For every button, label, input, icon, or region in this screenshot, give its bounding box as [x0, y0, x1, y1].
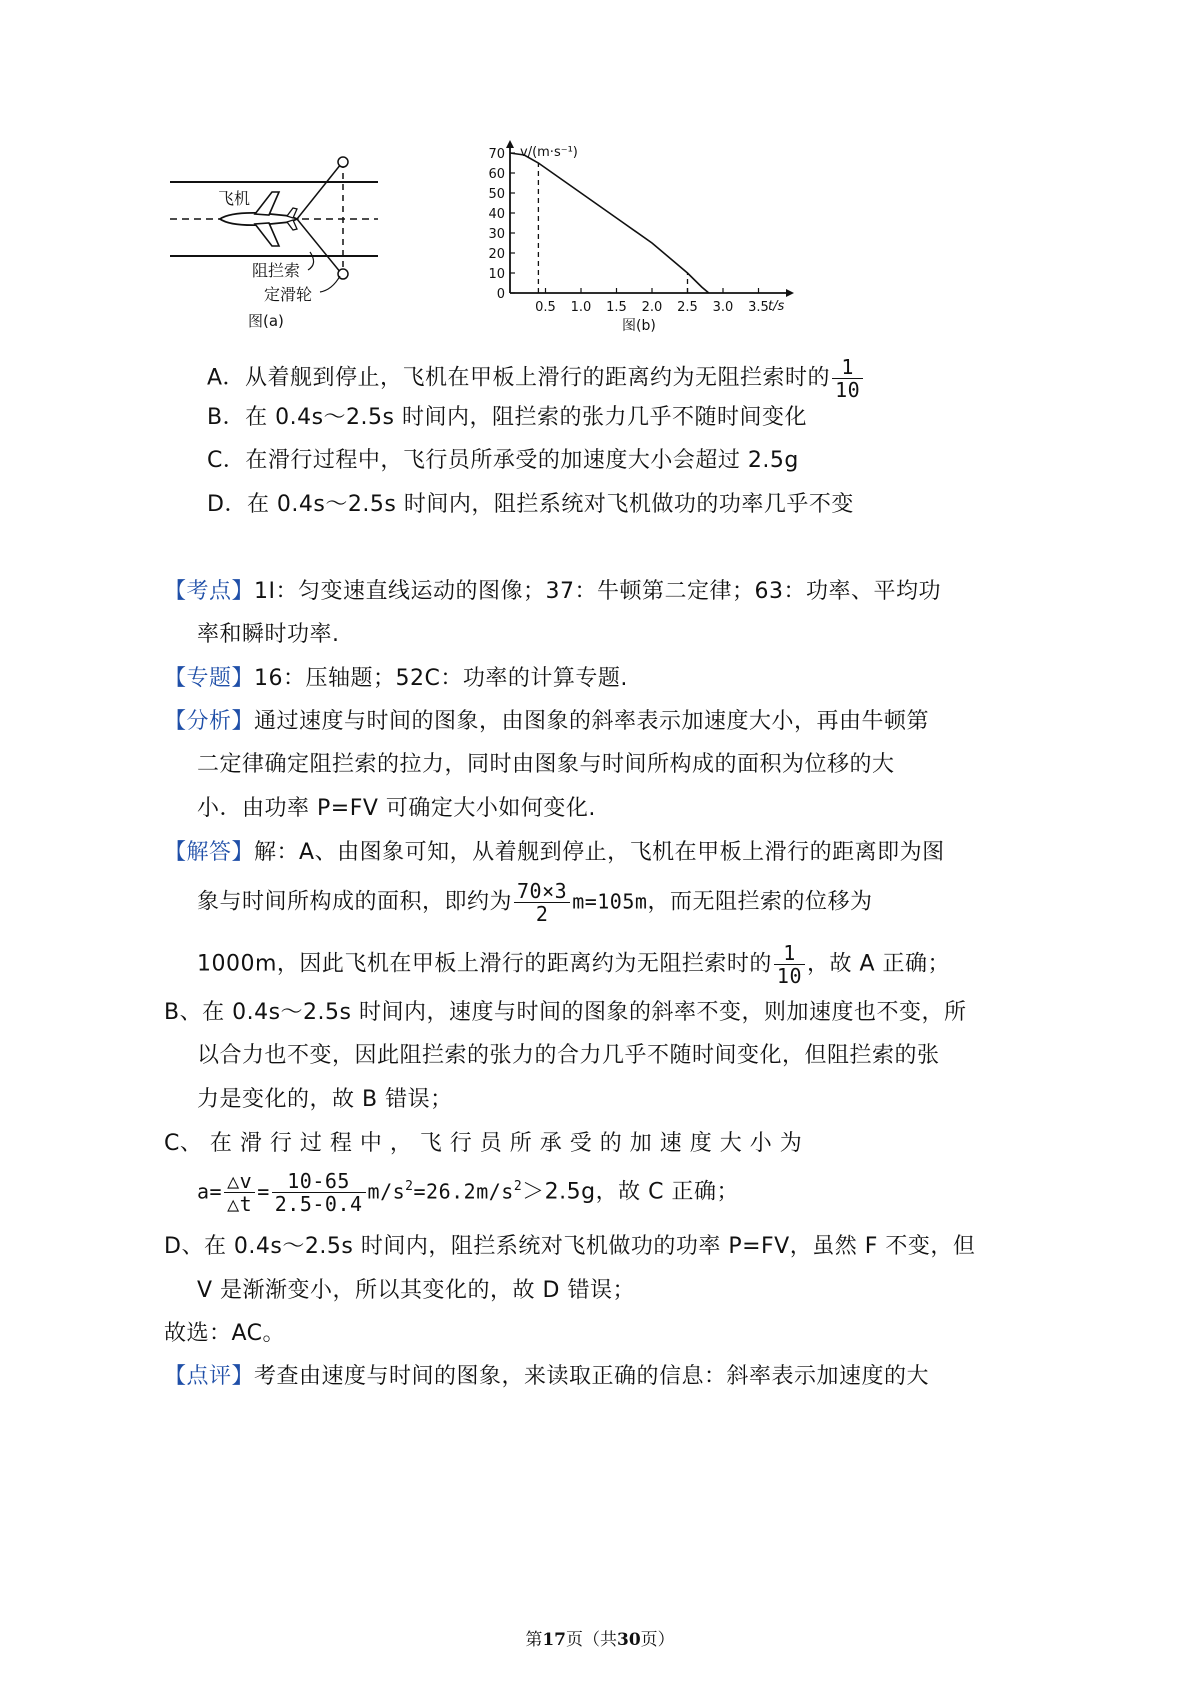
- caption-a: 图(a): [248, 312, 284, 330]
- delta-t: △t: [227, 1192, 253, 1216]
- option-c: C．在滑行过程中，飞行员所承受的加速度大小会超过 2.5g: [207, 448, 799, 473]
- zhuanti-line: [164, 664, 628, 694]
- x-tick-label: 3.0: [712, 300, 734, 315]
- delta-fraction: [224, 1170, 255, 1215]
- dianping-tag: 【点评】: [164, 1364, 255, 1389]
- accel-symbol: a=: [197, 1179, 223, 1204]
- figure-b: [468, 138, 808, 343]
- accel-fraction: [272, 1170, 366, 1215]
- arresting-cable-diagram: [160, 140, 390, 340]
- x-tick-label: 3.5: [748, 300, 769, 315]
- velocity-time-chart: [468, 138, 808, 343]
- option-a: [207, 356, 865, 401]
- y-tick-label: 10: [488, 267, 505, 282]
- footer-total-pages: 30: [617, 1630, 641, 1650]
- ratio-fraction: [774, 942, 805, 987]
- fenxi-tag: 【分析】: [164, 709, 255, 734]
- fraction-numerator: 1: [832, 356, 863, 379]
- accel-fraction-num: 10-65: [272, 1170, 366, 1193]
- x-tick-label: 1.0: [570, 300, 592, 315]
- fenxi-line1: [164, 707, 929, 737]
- jieda-line2-mid: m=105m: [572, 889, 648, 914]
- fenxi-line2: 二定律确定阻拦索的拉力，同时由图象与时间所构成的面积为位移的大: [197, 752, 895, 777]
- jieda-line3-pre: 1000m，因此飞机在甲板上滑行的距离约为无阻拦索时的: [197, 951, 772, 977]
- page-footer: [0, 1625, 1200, 1650]
- accel-fraction-den: 2.5-0.4: [274, 1192, 363, 1216]
- area-fraction-den: 2: [535, 902, 549, 926]
- jieda-line1: [164, 838, 945, 868]
- jieda-b-line3: 力是变化的，故 B 错误；: [197, 1087, 453, 1112]
- jieda-answer: 故选：AC。: [164, 1321, 286, 1346]
- y-tick-label: 60: [488, 167, 505, 182]
- jieda-line3-post: ，故 A 正确；: [807, 951, 951, 977]
- area-fraction: [514, 880, 570, 925]
- label-cable: 阻拦索: [252, 261, 301, 280]
- cable-lower: [297, 219, 341, 273]
- footer-page-number: 17: [542, 1630, 566, 1650]
- kaodian-tag: 【考点】: [164, 579, 255, 604]
- velocity-curve: [510, 153, 709, 293]
- x-tick-label: 2.0: [641, 300, 663, 315]
- y-axis-arrow: [506, 140, 514, 148]
- leader-pulley: [320, 276, 340, 292]
- leader-cable: [308, 252, 314, 270]
- delta-v: △v: [224, 1170, 255, 1193]
- y-tick-label: 30: [488, 227, 505, 242]
- y-tick-label: 0: [496, 287, 505, 302]
- jieda-text-1: 解：A、由图象可知，从着舰到停止，飞机在甲板上滑行的距离即为图: [254, 840, 945, 865]
- x-tick-label: 0.5: [535, 300, 556, 315]
- pulley-upper: [338, 157, 348, 167]
- jieda-line2: [197, 880, 872, 925]
- label-pulley: 定滑轮: [264, 285, 313, 304]
- option-b: B．在 0.4s～2.5s 时间内，阻拦索的张力几乎不随时间变化: [207, 405, 807, 430]
- figure-a: [160, 140, 390, 340]
- jieda-line2-post: ，而无阻拦索的位移为: [647, 889, 873, 915]
- accel-unit-sq: 2: [405, 1179, 414, 1195]
- jieda-d-line1: D、在 0.4s～2.5s 时间内，阻拦系统对飞机做功的功率 P=FV，虽然 F 不变，但: [164, 1234, 976, 1259]
- ratio-fraction-den: 10: [776, 964, 803, 988]
- fenxi-text-1: 通过速度与时间的图象，由图象的斜率表示加速度大小，再由牛顿第: [254, 709, 930, 734]
- cable-upper: [297, 164, 341, 219]
- fraction-one-tenth: [832, 356, 863, 401]
- fraction-denominator: 10: [835, 378, 861, 402]
- dianping-text: 考查由速度与时间的图象，来读取正确的信息：斜率表示加速度的大: [254, 1364, 930, 1389]
- fenxi-line3: 小．由功率 P=FV 可确定大小如何变化.: [197, 796, 596, 821]
- jieda-b-line1: B、在 0.4s～2.5s 时间内，速度与时间的图象的斜率不变，则加速度也不变，所: [164, 1000, 967, 1025]
- option-a-text: A．从着舰到停止，飞机在甲板上滑行的距离约为无阻拦索时的: [207, 365, 831, 391]
- kaodian-line1: [164, 577, 941, 607]
- y-tick-label: 20: [488, 247, 505, 262]
- jieda-c-line1: C、 在 滑 行 过 程 中 ， 飞 行 员 所 承 受 的 加 速 度 大 小 为: [164, 1131, 803, 1156]
- footer-mid: 页（共: [566, 1630, 617, 1650]
- equals-sign: =: [257, 1179, 270, 1204]
- x-axis-arrow: [786, 289, 794, 297]
- accel-value-sq: 2: [513, 1179, 523, 1195]
- footer-post: 页）: [640, 1630, 675, 1650]
- kaodian-line2: 率和瞬时功率.: [197, 622, 340, 647]
- dianping-line: [164, 1362, 929, 1392]
- zhuanti-text: 16：压轴题；52C：功率的计算专题.: [254, 666, 628, 691]
- ratio-fraction-num: 1: [774, 942, 805, 965]
- label-plane: 飞机: [218, 189, 251, 208]
- y-tick-label: 50: [488, 187, 505, 202]
- jieda-tag: 【解答】: [164, 840, 255, 865]
- jieda-c-line2-post: ＞2.5g，故 C 正确；: [522, 1179, 739, 1205]
- jieda-c-line2: [197, 1170, 739, 1215]
- y-tick-label: 70: [488, 147, 505, 162]
- area-fraction-num: 70×3: [514, 880, 570, 903]
- x-axis-label: t/s: [768, 299, 785, 314]
- y-tick-label: 40: [488, 207, 505, 222]
- caption-b: 图(b): [622, 318, 656, 334]
- jieda-line2-pre: 象与时间所构成的面积，即约为: [197, 889, 513, 915]
- jieda-d-line2: V 是渐渐变小，所以其变化的，故 D 错误；: [197, 1278, 635, 1303]
- jieda-b-line2: 以合力也不变，因此阻拦索的张力的合力几乎不随时间变化，但阻拦索的张: [197, 1043, 940, 1068]
- option-d: D．在 0.4s～2.5s 时间内，阻拦系统对飞机做功的功率几乎不变: [207, 492, 854, 517]
- kaodian-text-1: 1I：匀变速直线运动的图像；37：牛顿第二定律；63：功率、平均功: [254, 579, 941, 604]
- x-tick-label: 1.5: [606, 300, 627, 315]
- jieda-line3: [197, 942, 950, 987]
- x-tick-label: 2.5: [677, 300, 698, 315]
- y-axis-label: v/(m·s⁻¹): [520, 145, 578, 160]
- accel-value: =26.2m/s: [413, 1179, 514, 1204]
- zhuanti-tag: 【专题】: [164, 666, 255, 691]
- footer-pre: 第: [525, 1630, 543, 1650]
- accel-unit: m/s: [367, 1179, 406, 1204]
